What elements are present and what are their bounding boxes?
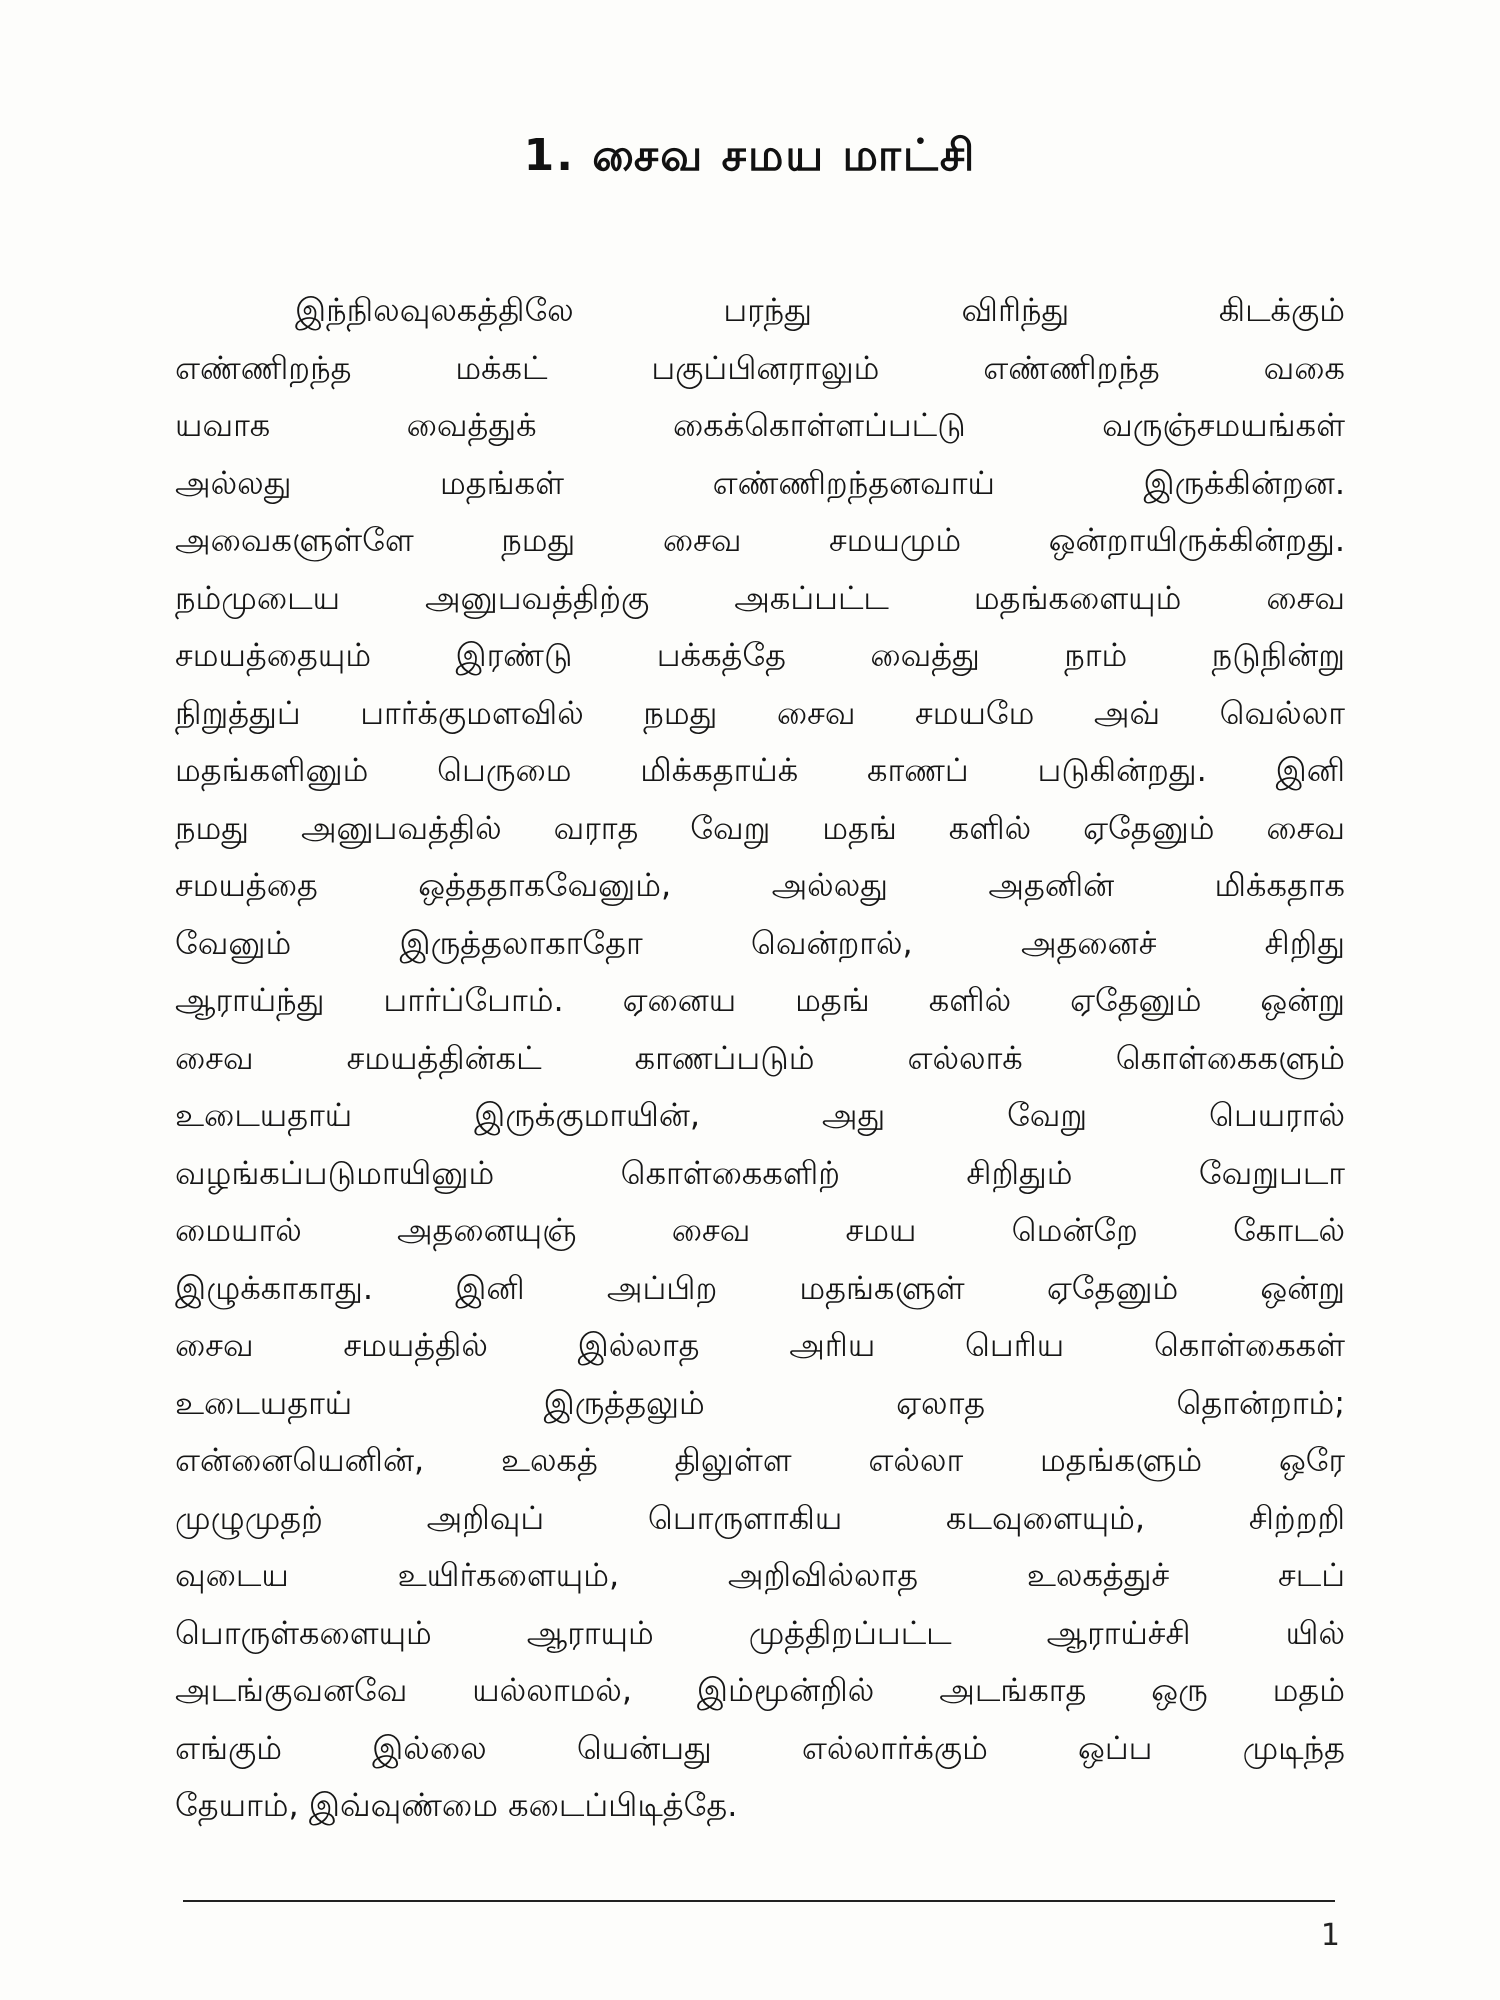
text-line: அவைகளுள்ளே நமது சைவ சமயமும் ஒன்றாயிருக்கின்றது. [175, 521, 1345, 559]
text-line: நம்முடைய அனுபவத்திற்கு அகப்பட்ட மதங்களையும் சைவ [175, 578, 1345, 617]
text-line: இழுக்காகாது. இனி அப்பிற மதங்களுள் ஏதேனும் ஒன்று [175, 1268, 1345, 1307]
text-line: ஆராய்ந்து பார்ப்போம். ஏனைய மதங் களில் ஏதேனும் ஒன்று [175, 981, 1345, 1019]
text-line: என்னையெனின், உலகத் திலுள்ள எல்லா மதங்களும் ஒரே [175, 1441, 1345, 1479]
text-line: உடையதாய் இருத்தலும் ஏலாத தொன்றாம்; [175, 1383, 1345, 1422]
text-line: தேயாம், இவ்வுண்மை கடைப்பிடித்தே. [175, 1786, 738, 1824]
text-line: எங்கும் இல்லை யென்பது எல்லார்க்கும் ஒப்ப முடிந்த [175, 1728, 1345, 1767]
text-line: பொருள்களையும் ஆராயும் முத்திறப்பட்ட ஆராய்ச்சி யில் [175, 1613, 1345, 1652]
chapter-title: 1. சைவ சமய மாட்சி [523, 130, 977, 181]
text-line: உடையதாய் இருக்குமாயின், அது வேறு பெயரால் [175, 1096, 1345, 1134]
text-line: யவாக வைத்துக் கைக்கொள்ளப்பட்டு வருஞ்சமயங்கள் [175, 406, 1345, 444]
page-number: 1 [1320, 1918, 1340, 1953]
text-line: நமது அனுபவத்தில் வராத வேறு மதங் களில் ஏதேனும் சைவ [175, 808, 1345, 847]
text-line: அல்லது மதங்கள் எண்ணிறந்தனவாய் இருக்கின்றன. [175, 463, 1345, 502]
text-line: எண்ணிறந்த மக்கட் பகுப்பினராலும் எண்ணிறந்த வகை [175, 348, 1345, 387]
text-line: வுடைய உயிர்களையும், அறிவில்லாத உலகத்துச் சடப் [175, 1556, 1345, 1594]
text-line: இந்நிலவுலகத்திலே பரந்து விரிந்து கிடக்கும் [295, 291, 1345, 329]
text-line: சமயத்தையும் இரண்டு பக்கத்தே வைத்து நாம் நடுநின்று [175, 636, 1345, 674]
body-paragraph [175, 282, 1345, 1835]
text-line: சைவ சமயத்தின்கட் காணப்படும் எல்லாக் கொள்கைகளும் [175, 1038, 1345, 1077]
footer-divider [183, 1900, 1335, 1902]
text-line: சைவ சமயத்தில் இல்லாத அரிய பெரிய கொள்கைகள் [175, 1326, 1345, 1364]
text-line: மையால் அதனையுஞ் சைவ சமய மென்றே கோடல் [175, 1211, 1345, 1249]
text-line: மதங்களினும் பெருமை மிக்கதாய்க் காணப் படுகின்றது. இனி [175, 751, 1345, 789]
text-line: முழுமுதற் அறிவுப் பொருளாகிய கடவுளையும், சிற்றறி [175, 1498, 1345, 1537]
text-line: நிறுத்துப் பார்க்குமளவில் நமது சைவ சமயமே அவ் வெல்லா [175, 693, 1345, 732]
text-line: வழங்கப்படுமாயினும் கொள்கைகளிற் சிறிதும் வேறுபடா [175, 1153, 1345, 1192]
text-line: அடங்குவனவே யல்லாமல், இம்மூன்றில் அடங்காத ஒரு மதம் [175, 1671, 1345, 1709]
text-line: வேனும் இருத்தலாகாதோ வென்றால், அதனைச் சிறிது [175, 923, 1345, 962]
text-line: சமயத்தை ஒத்ததாகவேனும், அல்லது அதனின் மிக்கதாக [175, 866, 1345, 904]
